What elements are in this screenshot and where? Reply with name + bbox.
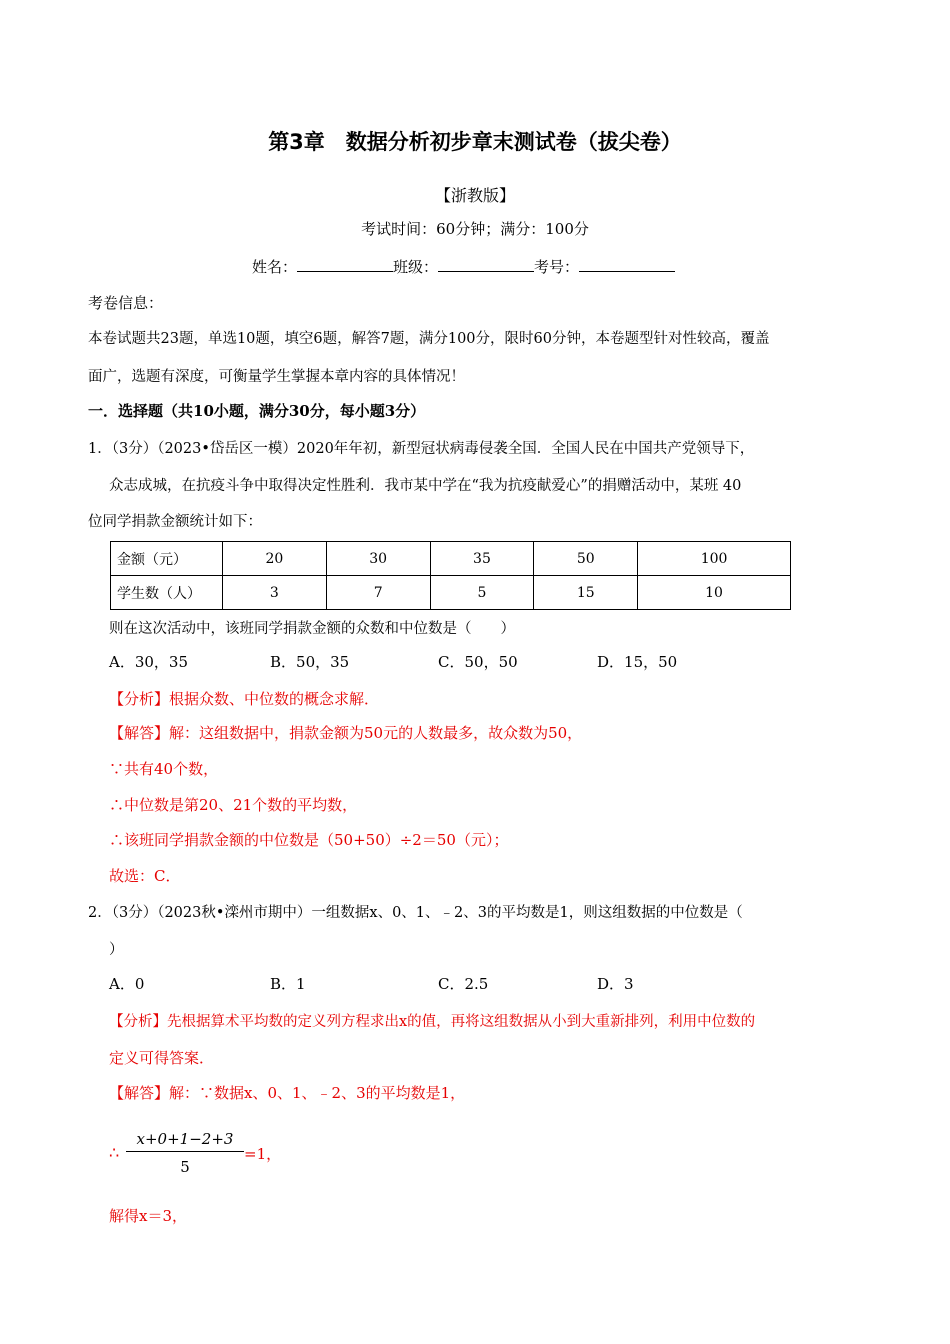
q1-analysis: 【分析】根据众数、中位数的概念求解． (109, 690, 380, 708)
q1-option-a[interactable]: A．30，35 (109, 653, 189, 671)
table-cell: 50 (534, 542, 638, 576)
q1-option-b[interactable]: B．50，35 (270, 653, 350, 671)
fraction-result: =1， (244, 1145, 282, 1163)
page-title: 第3章 数据分析初步章末测试卷（拔尖卷） (268, 130, 682, 154)
class-blank[interactable] (438, 257, 534, 272)
table-cell: 7 (326, 576, 430, 610)
q2-solve-line: 解得x＝3， (109, 1207, 188, 1225)
info-line-2: 面广，选题有深度，可衡量学生掌握本章内容的具体情况！ (88, 369, 465, 385)
q2-answer-line: 【解答】解：∵数据x、0、1、﹣2、3的平均数是1， (109, 1084, 466, 1102)
q1-answer-line: ∴该班同学捐款金额的中位数是（50+50）÷2＝50（元）； (109, 831, 509, 849)
edition-label: 【浙教版】 (434, 186, 515, 205)
fraction-denominator: 5 (180, 1158, 190, 1176)
info-fields (252, 256, 675, 277)
q2-option-a[interactable]: A．0 (109, 975, 145, 993)
q2-analysis-line-1: 【分析】先根据算术平均数的定义列方程求出x的值，再将这组数据从小到大重新排列，利用中位数的 (109, 1014, 756, 1030)
table-cell: 30 (326, 542, 430, 576)
q1-answer-line: ∵共有40个数， (109, 760, 219, 778)
table-cell: 学生数（人） (111, 576, 223, 610)
section-heading: 一．选择题（共10小题，满分30分，每小题3分） (88, 402, 426, 420)
average-fraction (126, 1130, 244, 1176)
number-label: 考号： (534, 258, 580, 276)
q1-answer-line: 故选：C． (109, 867, 181, 885)
fraction-numerator: x+0+1−2+3 (126, 1130, 244, 1152)
table-cell: 15 (534, 576, 638, 610)
q1-line-3: 位同学捐款金额统计如下： (88, 514, 262, 530)
table-cell: 金额（元） (111, 542, 223, 576)
exam-time: 考试时间：60分钟；满分：100分 (361, 220, 589, 238)
q1-answer-line: ∴中位数是第20、21个数的平均数， (109, 796, 358, 814)
info-line-1: 本卷试题共23题，单选10题，填空6题，解答7题，满分100分，限时60分钟，本卷题型针对性较高，覆盖 (88, 331, 770, 347)
q1-option-c[interactable]: C．50，50 (438, 653, 518, 671)
name-label: 姓名： (252, 258, 298, 276)
number-blank[interactable] (579, 257, 675, 272)
table-cell: 10 (638, 576, 791, 610)
q2-option-d[interactable]: D．3 (597, 975, 634, 993)
therefore-symbol: ∴ (109, 1143, 120, 1162)
class-label: 班级： (393, 258, 439, 276)
name-blank[interactable] (297, 257, 393, 272)
table-cell: 35 (430, 542, 534, 576)
info-heading: 考卷信息： (88, 294, 164, 312)
q2-line-1: 2．（3分）（2023秋•滦州市期中）一组数据x、0、1、﹣2、3的平均数是1，则这组数据的中位数是（ (88, 905, 743, 921)
q1-answer-line: 【解答】解：这组数据中，捐款金额为50元的人数最多，故众数为50， (109, 724, 583, 742)
table-row (111, 576, 791, 610)
table-cell: 5 (430, 576, 534, 610)
q1-line-2: 众志成城，在抗疫斗争中取得决定性胜利．我市某中学在“我为抗疫献爱心”的捐赠活动中，某班 40 (109, 478, 742, 494)
q1-line-1: 1．（3分）（2023•岱岳区一模）2020年年初，新型冠状病毒侵袭全国．全国人民在中国共产党领导下， (88, 441, 755, 457)
table-cell: 100 (638, 542, 791, 576)
q1-option-d[interactable]: D．15，50 (597, 653, 678, 671)
table-row (111, 542, 791, 576)
q2-option-c[interactable]: C．2.5 (438, 975, 489, 993)
q2-line-2: ） (109, 942, 124, 958)
donation-table (110, 541, 791, 610)
q2-option-b[interactable]: B．1 (270, 975, 306, 993)
q2-analysis-line-2: 定义可得答案． (109, 1049, 215, 1067)
q1-question: 则在这次活动中，该班同学捐款金额的众数和中位数是（ ） (109, 621, 515, 637)
table-cell: 20 (223, 542, 327, 576)
table-cell: 3 (223, 576, 327, 610)
